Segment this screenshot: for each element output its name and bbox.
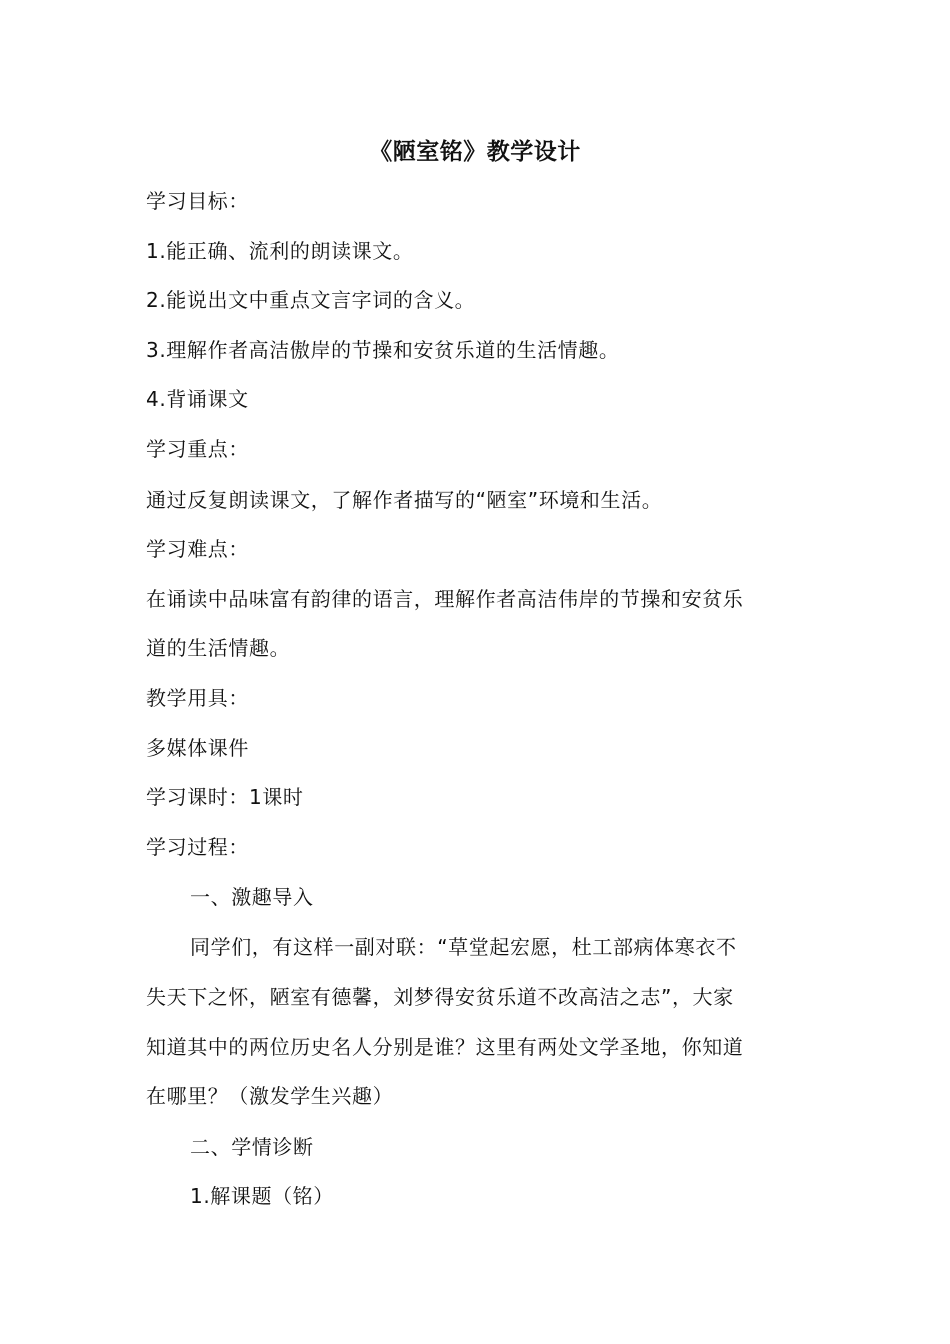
text-line: 同学们，有这样一副对联：“草堂起宏愿，杜工部病体寒衣不 bbox=[190, 935, 737, 959]
text-line: 多媒体课件 bbox=[146, 736, 249, 760]
text-line: 2.能说出文中重点文言字词的含义。 bbox=[146, 288, 476, 312]
text-line: 学习课时：1课时 bbox=[146, 785, 304, 809]
text-line: 3.理解作者高洁傲岸的节操和安贫乐道的生活情趣。 bbox=[146, 338, 620, 362]
text-line: 知道其中的两位历史名人分别是谁？这里有两处文学圣地，你知道 bbox=[146, 1035, 744, 1059]
text-line: 1.能正确、流利的朗读课文。 bbox=[146, 239, 414, 263]
text-line: 学习过程： bbox=[146, 835, 249, 859]
text-line: 4.背诵课文 bbox=[146, 387, 249, 411]
section-heading: 二、学情诊断 bbox=[190, 1135, 314, 1159]
text-line: 学习目标： bbox=[146, 189, 249, 213]
section-heading: 一、激趣导入 bbox=[190, 885, 314, 909]
text-line: 通过反复朗读课文，了解作者描写的“陋室”环境和生活。 bbox=[146, 488, 663, 512]
text-line: 在哪里？（激发学生兴趣） bbox=[146, 1084, 394, 1108]
text-line: 教学用具： bbox=[146, 686, 249, 710]
text-line: 道的生活情趣。 bbox=[146, 636, 291, 660]
document-title: 《陋室铭》教学设计 bbox=[369, 139, 581, 165]
text-line: 失天下之怀，陋室有德馨，刘梦得安贫乐道不改高洁之志”，大家 bbox=[146, 985, 734, 1009]
text-line: 学习难点： bbox=[146, 537, 249, 561]
text-line: 在诵读中品味富有韵律的语言，理解作者高洁伟岸的节操和安贫乐 bbox=[146, 587, 744, 611]
text-line: 1.解课题（铭） bbox=[190, 1184, 334, 1208]
text-line: 学习重点： bbox=[146, 437, 249, 461]
